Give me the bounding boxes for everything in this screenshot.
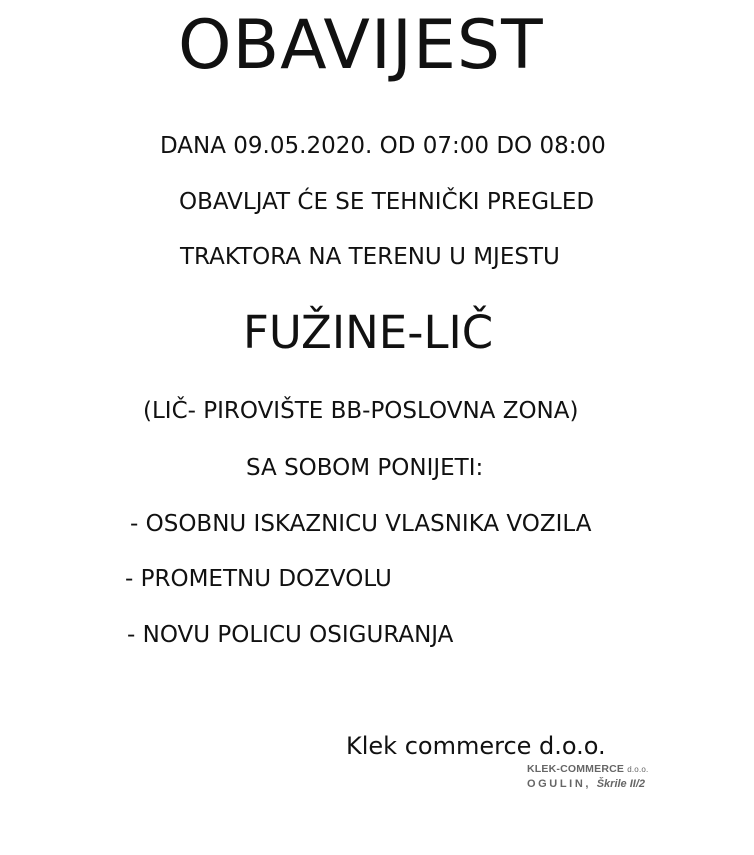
inspection-line: OBAVLJAT ĆE SE TEHNIČKI PREGLED [179, 189, 595, 215]
bring-intro-line: SA SOBOM PONIJETI: [246, 455, 484, 481]
date-time-line: DANA 09.05.2020. OD 07:00 DO 08:00 [160, 133, 606, 159]
stamp-street: Škrile II/2 [596, 778, 646, 790]
stamp-suffix: d.o.o. [627, 765, 649, 774]
list-item-insurance: - NOVU POLICU OSIGURANJA [127, 622, 454, 648]
company-stamp [527, 762, 648, 792]
stamp-city: OGULIN, [527, 778, 592, 790]
place-name: FUŽINE-LIČ [243, 306, 494, 359]
address-line: (LIČ- PIROVIŠTE BB-POSLOVNA ZONA) [143, 398, 579, 424]
stamp-line-2 [527, 777, 648, 792]
stamp-name: KLEK-COMMERCE [527, 763, 625, 775]
list-item-id-card: - OSOBNU ISKAZNICU VLASNIKA VOZILA [130, 511, 592, 537]
location-intro-line: TRAKTORA NA TERENU U MJESTU [180, 244, 560, 270]
stamp-line-1 [527, 762, 648, 777]
company-name: Klek commerce d.o.o. [346, 732, 606, 760]
notice-title: OBAVIJEST [178, 6, 544, 85]
list-item-traffic-permit: - PROMETNU DOZVOLU [125, 566, 392, 592]
